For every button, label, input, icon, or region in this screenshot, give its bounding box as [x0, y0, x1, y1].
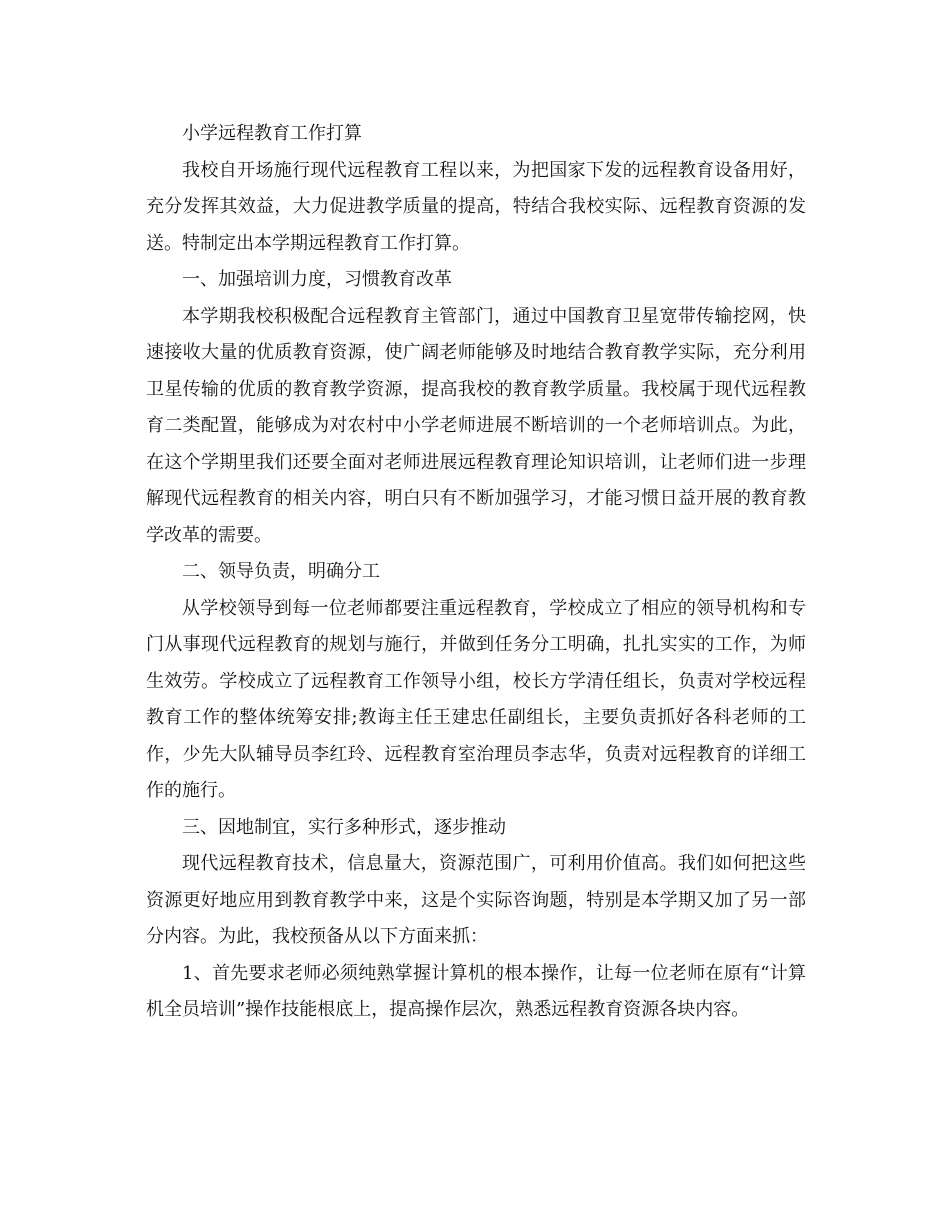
- document-body: [146, 116, 806, 1029]
- section-heading-1: 一、加强培训力度，习惯教育改革: [182, 269, 452, 290]
- paragraph-section-3: 现代远程教育技术，信息量大，资源范围广，可利用价值高。我们如何把这些资源更好地应用到教育教学中来，这是个实际咨询题，特别是本学期又加了另一部分内容。为此，我校预备从以下方面来抓：: [146, 853, 806, 947]
- document-title: 小学远程教育工作打算: [182, 123, 362, 144]
- paragraph-section-1: 本学期我校积极配合远程教育主管部门，通过中国教育卫星宽带传输挖网，快速接收大量的优质教育资源，使广阔老师能够及时地结合教育教学实际，充分利用卫星传输的优质的教育教学资源，提高我校的教育教学质量。我校属于现代远程教育二类配置，能够成为对农村中小学老师进展不断培训的一个老师培训点。为此，在这个学期里我们还要全面对老师进展远程教育理论知识培训，让老师们进一步理解现代远程教育的相关内容，明白只有不断加强学习，才能习惯日益开展的教育教学改革的需要。: [146, 305, 806, 546]
- paragraph-item-1: 1、首先要求老师必须纯熟掌握计算机的根本操作，让每一位老师在原有“计算机全员培训”操作技能根底上，提高操作层次，熟悉远程教育资源各块内容。: [146, 962, 806, 1020]
- paragraph-section-2: 从学校领导到每一位老师都要注重远程教育，学校成立了相应的领导机构和专门从事现代远程教育的规划与施行，并做到任务分工明确，扎扎实实的工作，为师生效劳。学校成立了远程教育工作领导小组，校长方学清任组长，负责对学校远程教育工作的整体统筹安排;教诲主任王建忠任副组长，主要负责抓好各科老师的工作，少先大队辅导员李红玲、远程教育室治理员李志华，负责对远程教育的详细工作的施行。: [146, 597, 806, 801]
- section-heading-3: 三、因地制宜，实行多种形式，逐步推动: [182, 816, 506, 838]
- section-heading-2: 二、领导负责，明确分工: [182, 561, 380, 582]
- paragraph-intro: 我校自开场施行现代远程教育工程以来，为把国家下发的远程教育设备用好，充分发挥其效益，大力促进教学质量的提高，特结合我校实际、远程教育资源的发送。特制定出本学期远程教育工作打算。: [146, 159, 806, 254]
